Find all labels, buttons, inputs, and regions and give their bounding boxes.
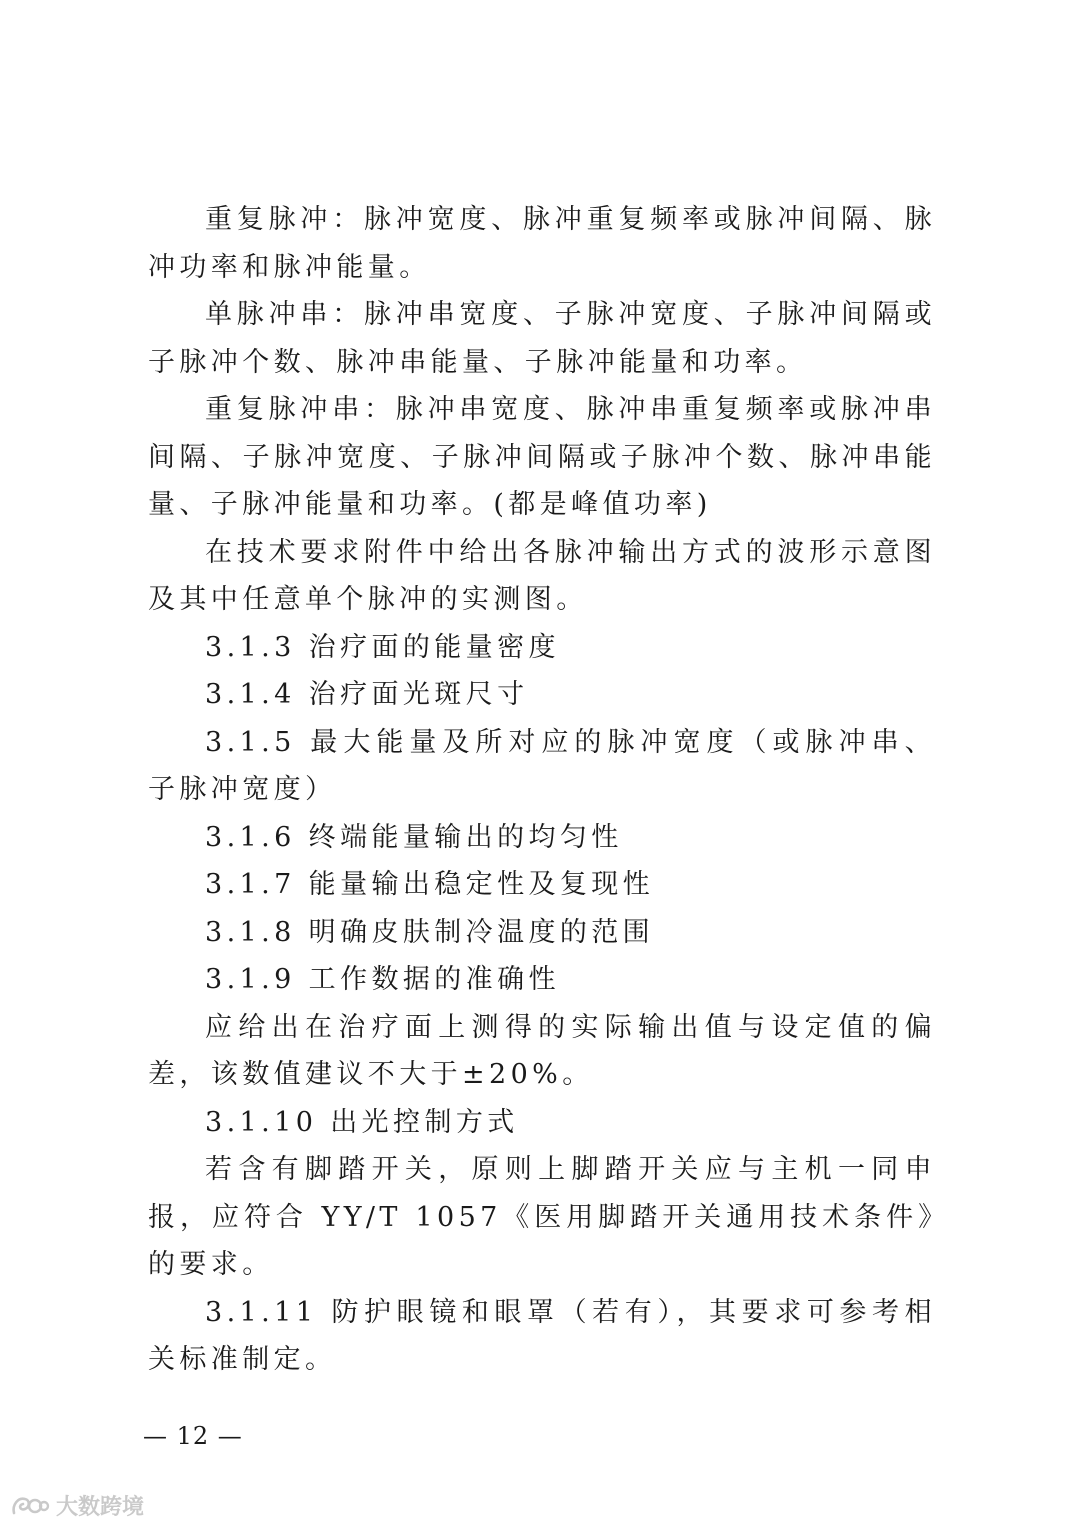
section-heading: 3.1.5 最大能量及所对应的脉冲宽度（或脉冲串、子脉冲宽度）: [148, 726, 936, 805]
section-heading: 3.1.8 明确皮肤制冷温度的范围: [205, 916, 655, 948]
paragraph: 重复脉冲：脉冲宽度、脉冲重复频率或脉冲间隔、脉冲功率和脉冲能量。: [148, 204, 936, 283]
page-number: — 12 —: [143, 1422, 243, 1450]
paragraph: 若含有脚踏开关，原则上脚踏开关应与主机一同申报，应符合 YY/T 1057《医用脚踏开关通用技术条件》的要求。: [148, 1154, 936, 1280]
section-heading: 3.1.10 出光控制方式: [205, 1106, 519, 1138]
section-heading: 3.1.7 能量输出稳定性及复现性: [205, 869, 655, 900]
paragraph: 在技术要求附件中给出各脉冲输出方式的波形示意图及其中任意单个脉冲的实测图。: [148, 536, 936, 615]
watermark: [10, 1490, 144, 1521]
paragraph: 单脉冲串：脉冲串宽度、子脉冲宽度、子脉冲间隔或子脉冲个数、脉冲串能量、子脉冲能量和功率。: [148, 299, 936, 378]
section-heading: 3.1.9 工作数据的准确性: [205, 964, 560, 995]
watermark-text: 大数跨境: [56, 1495, 145, 1520]
section-heading: 3.1.6 终端能量输出的均匀性: [205, 821, 623, 853]
section-heading: 3.1.11 防护眼镜和眼罩（若有），其要求可参考相关标准制定。: [148, 1296, 937, 1375]
paragraph: 应给出在治疗面上测得的实际输出值与设定值的偏差，该数值建议不大于±20%。: [148, 1011, 936, 1090]
document-body: [148, 196, 936, 1384]
watermark-logo-icon: [10, 1493, 50, 1519]
section-heading: 3.1.3 治疗面的能量密度: [205, 631, 560, 663]
paragraph: 重复脉冲串：脉冲串宽度、脉冲串重复频率或脉冲串间隔、子脉冲宽度、子脉冲间隔或子脉冲个数、脉冲串能量、子脉冲能量和功率。(都是峰值功率): [148, 394, 936, 520]
section-heading: 3.1.4 治疗面光斑尺寸: [205, 679, 529, 710]
